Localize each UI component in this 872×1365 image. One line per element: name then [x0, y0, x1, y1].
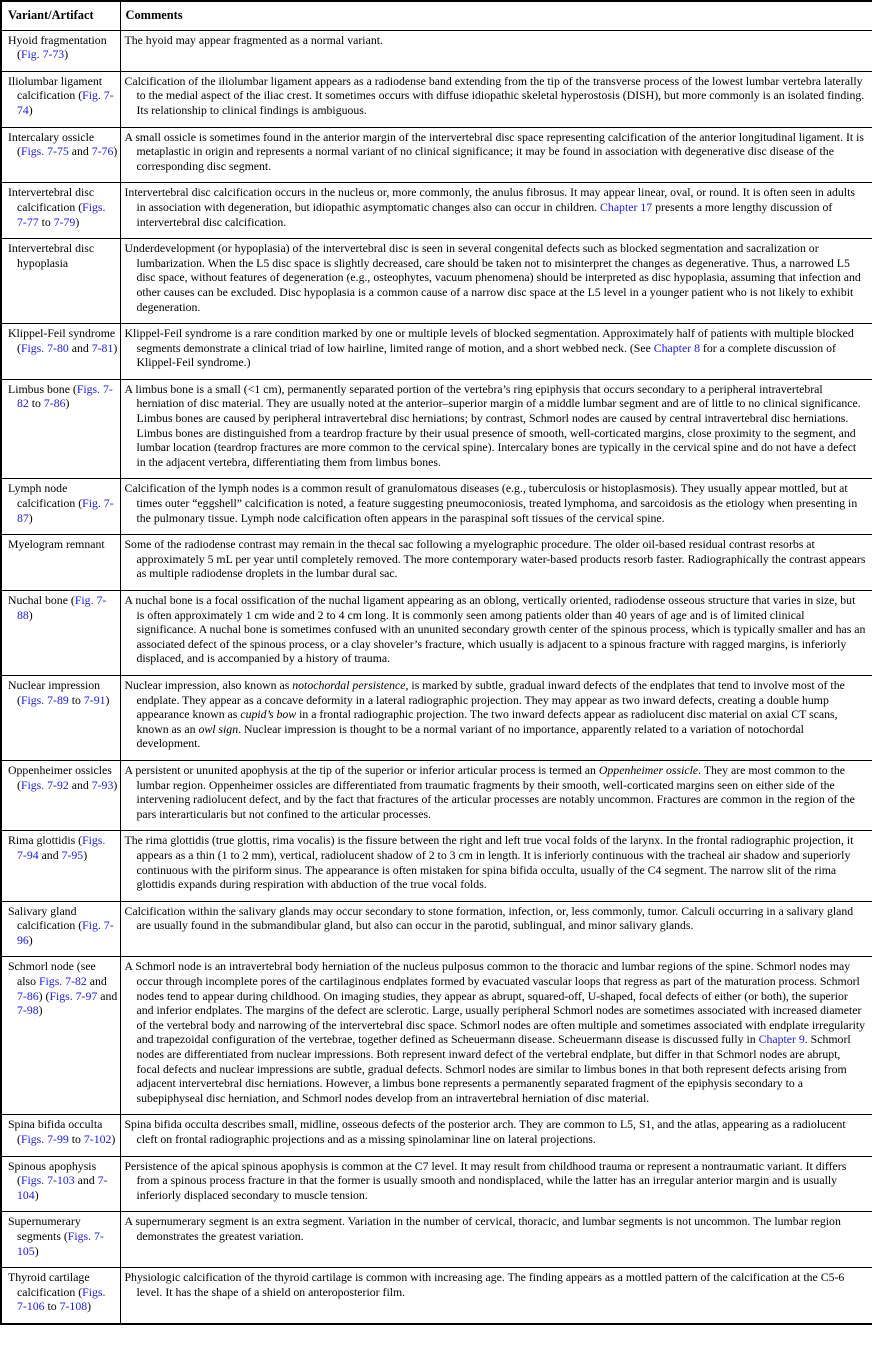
text-segment: Rima glottidis (	[8, 833, 83, 848]
text-segment: )	[113, 777, 118, 792]
variant-text	[8, 1270, 118, 1314]
comment-text	[125, 326, 867, 370]
comment-text	[125, 678, 867, 751]
table-row	[1, 30, 872, 71]
comment-text	[125, 33, 867, 48]
comment-text	[125, 1159, 867, 1203]
comment-text	[125, 241, 867, 314]
variant-text	[8, 1117, 118, 1146]
figure-link[interactable]: 7-98	[17, 1003, 39, 1018]
text-segment: in a frontal radiographic projection. The two inward defects appear as radiolucent disc material on axial CT scans, known as an	[136, 707, 838, 736]
variant-text	[8, 678, 118, 707]
text-segment: and	[68, 777, 92, 792]
comment-cell	[120, 831, 872, 901]
variant-text	[8, 593, 118, 622]
text-segment: )	[105, 692, 110, 707]
variant-cell	[1, 127, 120, 183]
comment-cell	[120, 535, 872, 591]
text-segment: The rima glottidis (true glottis, rima vocalis) is the fissure between the right and left true vocal folds of the larynx. In the frontal radiographic projection, it appears as a thin (1 to 2 mm), vertical, radiolucent shadow of 2 to 3 cm in length. It is inferiorly continuous with the tracheal air shadow and superiorly continuous with the piriform sinus. The appearance is often mistaken for spina bifida occulta, usually of the C4 segment. The narrow slit of the rima glottidis expands during respiration with abduction of the true vocal folds.	[124, 833, 854, 892]
figure-link[interactable]: Figs. 7-97	[49, 988, 98, 1003]
table-row	[1, 535, 872, 591]
text-segment: )	[28, 102, 33, 117]
table-row	[1, 1115, 872, 1156]
text-segment: and	[68, 340, 92, 355]
figure-link[interactable]: 7-81	[91, 340, 114, 355]
comment-text	[125, 1117, 867, 1146]
text-segment: Oppenheimer ossicles (	[8, 762, 112, 792]
variant-cell	[1, 535, 120, 591]
variant-cell	[1, 379, 120, 479]
text-segment: )	[83, 847, 88, 862]
table-row	[1, 1212, 872, 1268]
text-segment: to	[68, 1132, 84, 1146]
variant-text	[8, 241, 118, 270]
figure-link[interactable]: Figs. 7-89	[20, 692, 69, 707]
text-segment: )	[75, 214, 80, 229]
text-segment: The hyoid may appear fragmented as a normal variant.	[124, 32, 383, 47]
text-segment: Intervertebral disc hypoplasia	[8, 241, 95, 270]
table-row	[1, 901, 872, 957]
text-segment: Supernumerary segments (	[8, 1214, 81, 1243]
figure-link[interactable]: Figs. 7-92	[20, 777, 69, 792]
variant-cell	[1, 760, 120, 830]
text-segment: )	[113, 144, 118, 159]
text-segment: Calcification of the iliolumbar ligament appears as a radiodense band extending from the tip of the transverse process of the lowest lumbar vertebra laterally to the medial aspect of the iliac crest. It sometimes occurs with diffuse idiopathic skeletal hyperostosis (DISH), but more commonly is an isolated finding. Its relationship to clinical findings is ambiguous.	[124, 73, 865, 117]
figure-link[interactable]: Figs. 7-80	[20, 340, 69, 355]
comment-text	[125, 833, 867, 891]
variant-cell	[1, 1115, 120, 1156]
comment-text	[125, 481, 867, 525]
figure-link[interactable]: 7-93	[91, 777, 114, 792]
comment-text	[125, 959, 867, 1105]
text-segment: Intervertebral disc calcification occurs in the nucleus or, more commonly, the anulus fibrosus. It may appear linear, oval, or round. It is often seen in adults in association with degeneration, but idiopathic asymptomatic changes also can occur in children.	[124, 185, 855, 214]
comment-text	[125, 1270, 867, 1299]
table-row	[1, 71, 872, 127]
variant-cell	[1, 1156, 120, 1212]
text-segment: Lymph node calcification (	[8, 481, 83, 511]
text-segment: Klippel-Feil syndrome (	[8, 326, 116, 355]
variant-cell	[1, 324, 120, 380]
text-segment: and	[38, 847, 62, 862]
table-row	[1, 127, 872, 183]
figure-link[interactable]: Figs. 7-99	[20, 1132, 69, 1146]
text-segment: Persistence of the apical spinous apophysis is common at the C7 level. It may result from childhood trauma or represent a nontraumatic variant. It differs from a spinous process fracture in that the former is usually smooth and nondisplaced, while the latter has an irregular anterior margin and is usually inferiorly displaced secondary to muscle tension.	[124, 1158, 847, 1202]
comment-cell	[120, 479, 872, 535]
chapter-link[interactable]: Chapter 9	[758, 1032, 805, 1047]
figure-link[interactable]: 7-79	[53, 214, 76, 229]
text-segment: . Schmorl nodes are differentiated from nuclear impressions. Both represent inward defect of the vertebral endplate, but differ in that Schmorl nodes are abrupt, focal defects and nuclear impressions are subtle, gradual defects. Schmorl nodes are similar to limbus bones in that both represent defects arising from adjacent intervertebral disc herniations. However, a limbus bone represents a permanently separated fragment of the epiphysis secondary to a subepiphyseal disc herniation, and Schmorl nodes develop from an intravertebral herniation of disc material.	[136, 1032, 851, 1105]
comment-cell	[120, 760, 872, 830]
text-segment: . They are most common to the lumbar region. Oppenheimer ossicles are differentiated from traumatic fragments by their smooth, well-corticated margins seen on either side of the intervening radiolucent defect, and by the fact that fractures of the articular processes are notably uncommon. Fractures are common in the region of the pars interarticularis but not confined to the articular processes.	[136, 762, 855, 821]
variant-cell	[1, 183, 120, 239]
variant-cell	[1, 901, 120, 957]
figure-link[interactable]: 7-104	[17, 1173, 108, 1202]
comment-cell	[120, 1212, 872, 1268]
variant-cell	[1, 957, 120, 1115]
text-segment: A supernumerary segment is an extra segment. Variation in the number of cervical, thoracic, and lumbar segments is not uncommon. The lumbar region demonstrates the greatest variation.	[124, 1214, 841, 1243]
figure-link[interactable]: Fig. 7-73	[20, 47, 65, 62]
chapter-link[interactable]: Chapter 17	[600, 199, 653, 214]
text-segment: Underdevelopment (or hypoplasia) of the intervertebral disc is seen in several congenital defects such as blocked segmentation and sacralization or lumbarization. When the L5 disc space is slightly decreased, care should be taken not to misinterpret the changes as degenerative. Thus, a narrowed L5 disc space, without features of degeneration (e.g., osteophytes, vacuum phenomena) should be interpreted as disc hypoplasia, assuming that infection and other causes can be excluded. Disc hypoplasia is a common cause of a narrow disc space at the L5 level in a younger patient who is not likely to exhibit degeneration.	[124, 241, 861, 314]
text-segment: ) (	[38, 988, 50, 1003]
comment-cell	[120, 71, 872, 127]
text-segment: presents a more lengthy discussion of intervertebral disc calcification.	[136, 199, 833, 229]
comment-text	[125, 382, 867, 470]
text-segment: Thyroid cartilage calcification (	[8, 1270, 90, 1299]
text-segment: Myelogram remnant	[8, 537, 105, 552]
text-segment: )	[87, 1299, 92, 1314]
text-segment: Limbus bone (	[8, 381, 77, 396]
chapter-link[interactable]: Chapter 8	[653, 340, 700, 355]
figure-link[interactable]: Fig. 7-74	[17, 88, 114, 117]
comment-text	[125, 1214, 867, 1243]
comment-cell	[120, 591, 872, 676]
variant-text	[8, 763, 118, 792]
text-segment: Calcification within the salivary glands may occur secondary to stone formation, infection, or, less commonly, tumor. Calculi occurring in a salivary gland are usually found in the submandibular gland, but also can occur in the parotid, sublingual, and minor salivary glands.	[124, 903, 854, 933]
text-segment: to	[44, 1299, 60, 1314]
column-header-comments: Comments	[120, 1, 872, 30]
figure-link[interactable]: 7-102	[83, 1132, 112, 1146]
table-row	[1, 957, 872, 1115]
text-segment: Klippel-Feil syndrome is a rare condition marked by one or multiple levels of blocked segmentation. Approximately half of patients with multiple blocked segments demonstrate a clinical triad of low hairline, limited range of motion, and a short webbed neck. (See	[124, 326, 854, 355]
text-segment: Nuclear impression, also known as	[124, 677, 293, 692]
variant-text	[8, 1159, 118, 1203]
variant-cell	[1, 1212, 120, 1268]
text-segment: )	[28, 607, 33, 622]
text-segment: Iliolumbar ligament calcification (	[8, 73, 103, 103]
table-row	[1, 183, 872, 239]
figure-link[interactable]: Figs. 7-103	[20, 1173, 75, 1188]
figure-link[interactable]: 7-91	[83, 692, 106, 707]
text-segment: A small ossicle is sometimes found in the anterior margin of the intervertebral disc space representing calcification of the anterior longitudinal ligament. It is metaplastic in origin and represents a normal variant of no clinical significance; it may be found in association with degenerative disc disease of the corresponding disc segment.	[124, 129, 864, 173]
comment-text	[125, 185, 867, 229]
text-segment: A nuchal bone is a focal ossification of the nuchal ligament appearing as an oblong, vertically oriented, radiodense osseous structure that varies in size, but is often approximately 1 cm wide and 2 to 4 cm long. It is commonly seen among patients older than 40 years of age and is of limited clinical significance. A nuchal bone is sometimes confused with an ununited secondary growth center of the spinous process, which is typically smaller and has an associated defect of the spinous process, or a clay shoveler’s fracture, which usually is adjacent to a spinous fracture with ragged margins, is inferiorly displaced, and is accompanied by a history of trauma.	[124, 593, 866, 666]
text-segment: )	[38, 1003, 43, 1018]
text-segment: owl sign	[198, 721, 239, 736]
text-segment: Intervertebral disc calcification (	[8, 185, 95, 214]
comment-cell	[120, 675, 872, 760]
variant-cell	[1, 479, 120, 535]
text-segment: to	[68, 692, 84, 707]
text-segment: for a complete discussion of Klippel-Feil syndrome.)	[136, 340, 836, 370]
text-segment: )	[64, 47, 69, 62]
text-segment: )	[28, 510, 33, 525]
figure-link[interactable]: Figs. 7-75	[20, 144, 69, 159]
text-segment: )	[28, 932, 33, 947]
text-segment: A persistent or ununited apophysis at the tip of the superior or inferior articular process is termed an	[124, 762, 599, 777]
text-segment: Intercalary ossicle (	[8, 129, 95, 159]
variant-cell	[1, 71, 120, 127]
comment-cell	[120, 30, 872, 71]
comment-cell	[120, 127, 872, 183]
text-segment: Spinous apophysis (	[8, 1158, 97, 1188]
variant-text	[8, 326, 118, 355]
figure-link[interactable]: Fig. 7-96	[17, 918, 114, 947]
comment-text	[125, 763, 867, 821]
text-segment: Nuclear impression (	[8, 677, 101, 707]
text-segment: Nuchal bone (	[8, 593, 75, 607]
text-segment: Hyoid fragmentation (	[8, 32, 107, 62]
figure-link[interactable]: 7-86	[43, 396, 66, 411]
variant-text	[8, 481, 118, 525]
column-header-variant-artifact: Variant/Artifact	[1, 1, 120, 30]
text-segment: and	[68, 144, 92, 159]
figure-link[interactable]: Figs. 7-77	[17, 199, 106, 229]
figure-link[interactable]: 7-76	[91, 144, 114, 159]
text-segment: and	[97, 988, 118, 1003]
comment-text	[125, 130, 867, 174]
text-segment: )	[113, 340, 118, 355]
text-segment: Calcification of the lymph nodes is a common result of granulomatous diseases (e.g., tuberculosis or histoplasmosis). They usually appear mottled, but at times outer “eggshell” calcification is noted, a feature suggesting pneumoconiosis, treated lymphoma, and sarcoidosis as the etiology when presenting in the pulmonary tissue. Lymph node calcification often appears in the paraspinal soft tissues of the cervical spine.	[124, 481, 858, 525]
figure-link[interactable]: 7-108	[59, 1299, 88, 1314]
table-body	[1, 30, 872, 1324]
figure-link[interactable]: 7-86	[17, 988, 39, 1003]
text-segment: Oppenheimer ossicle	[598, 762, 699, 777]
figure-link[interactable]: Fig. 7-88	[17, 593, 107, 622]
text-segment: and	[74, 1173, 98, 1188]
figure-link[interactable]: Figs. 7-82	[38, 974, 87, 989]
text-segment: to	[28, 396, 44, 411]
figure-link[interactable]: Figs. 7-82	[17, 381, 113, 411]
table-row	[1, 239, 872, 324]
table-row	[1, 324, 872, 380]
comment-cell	[120, 1115, 872, 1156]
text-segment: Salivary gland calcification (	[8, 903, 83, 933]
text-segment: A limbus bone is a small (<1 cm), permanently separated portion of the vertebra’s ring epiphysis that occurs secondary to a peripheral intravertebral herniation of disc material. They are usually noted at the anterior–superior margin of a middle lumbar segment and are of little to no clinical significance. Limbus bones are caused by peripheral intravertebral disc herniations; by contrast, Schmorl nodes are caused by central intravertebral disc herniations. Limbus bones are distinguished from a teardrop fracture by their usual presence of smooth, well-corticated margins, close proximity to the segment, and lumbar location (teardrop fractures are more common to the cervical spine). Intercalary bones are typically in the cervical spine and do not have a defect in the adjacent vertebra, differentiating them from limbus bones.	[124, 381, 861, 469]
variant-text	[8, 904, 118, 948]
figure-link[interactable]: Fig. 7-87	[17, 496, 114, 525]
table-row	[1, 675, 872, 760]
text-segment: A Schmorl node is an intravertebral body herniation of the nucleus pulposus common to the thoracic and lumbar regions of the spine. Schmorl nodes may occur through incomplete pores of the cartilaginous endplates formed by evacuated vascular loops that regress as part of the maturation process. Schmorl nodes tend to appear during childhood. On imaging studies, they appear as abrupt, squared-off, U-shaped, focal defects of either (or both), the superior and inferior endplates. The margins of the defect are sclerotic. Large, usually peripheral Schmorl nodes are sometimes associated with increased diameter of the vertebral body and narrowing of the intervertebral disc space. Schmorl nodes are often multiple and sometimes associated with endplate irregularity and trapezoidal configuration of the vertebrae, together defined as Scheuermann disease. Scheuermann disease is discussed fully in	[124, 959, 866, 1047]
table-row	[1, 479, 872, 535]
comment-cell	[120, 957, 872, 1115]
variant-text	[8, 537, 118, 552]
variant-text	[8, 959, 118, 1017]
table-row	[1, 1156, 872, 1212]
text-segment: Physiologic calcification of the thyroid cartilage is common with increasing age. The finding appears as a mottled pattern of the calcification at the C5-6 level. It has the shape of a shield on anteroposterior film.	[124, 1270, 845, 1299]
header-row	[1, 1, 872, 30]
table-row	[1, 591, 872, 676]
variant-text	[8, 130, 118, 159]
text-segment: , is marked by subtle, gradual inward defects of the endplates that tend to involve most of the endplate. They appear as a concave deformity in a lateral radiographic projection. They may appear as two inward defects, creating a double hump appearance known as	[136, 677, 845, 722]
text-segment: Spina bifida occulta (	[8, 1117, 103, 1146]
text-segment: . Nuclear impression is thought to be a normal variant of no importance, apparently related to a variation of notochordal development.	[136, 721, 804, 751]
variant-text	[8, 33, 118, 62]
figure-link[interactable]: Figs. 7-105	[17, 1228, 104, 1258]
comment-cell	[120, 901, 872, 957]
variant-cell	[1, 591, 120, 676]
text-segment: Some of the radiodense contrast may remain in the thecal sac following a myelographic procedure. The older oil-based residual contrast resorbs at approximately 5 mL per year until completely removed. The more contemporary water-based products resorb faster. Radiographically the contrast appears as multiple radiodense droplets in the lumbar dural sac.	[124, 537, 866, 581]
variant-cell	[1, 30, 120, 71]
comment-cell	[120, 1156, 872, 1212]
comment-cell	[120, 324, 872, 380]
text-segment: notochordal persistence	[292, 677, 406, 692]
figure-link[interactable]: Figs. 7-106	[17, 1284, 106, 1314]
variant-text	[8, 74, 118, 118]
comment-cell	[120, 379, 872, 479]
text-segment: to	[38, 214, 54, 229]
text-segment: )	[65, 396, 70, 411]
comment-cell	[120, 1268, 872, 1324]
text-segment: )	[111, 1132, 116, 1146]
comment-text	[125, 74, 867, 118]
variant-text	[8, 185, 118, 229]
comment-cell	[120, 239, 872, 324]
variant-text	[8, 1214, 118, 1258]
table-row	[1, 831, 872, 901]
text-segment: cupid’s bow	[240, 707, 297, 722]
figure-link[interactable]: Figs. 7-94	[17, 833, 106, 862]
figure-link[interactable]: 7-95	[61, 847, 84, 862]
variant-text	[8, 382, 118, 411]
text-segment: Spina bifida occulta describes small, midline, osseous defects of the posterior arch. They are common to L5, S1, and the atlas, appearing as a radiolucent cleft on frontal radiographic projections and as a missing spinolaminar line on lateral projections.	[124, 1117, 846, 1146]
table-row	[1, 1268, 872, 1324]
variant-cell	[1, 675, 120, 760]
table-row	[1, 760, 872, 830]
table-row	[1, 379, 872, 479]
variant-cell	[1, 831, 120, 901]
variant-text	[8, 833, 118, 862]
comment-text	[125, 593, 867, 666]
comment-text	[125, 904, 867, 933]
comment-cell	[120, 183, 872, 239]
text-segment: and	[86, 974, 107, 989]
variant-cell	[1, 239, 120, 324]
variant-cell	[1, 1268, 120, 1324]
text-segment: )	[34, 1243, 39, 1258]
comment-text	[125, 537, 867, 581]
text-segment: Schmorl node (see also	[8, 959, 96, 989]
text-segment: )	[34, 1187, 39, 1202]
